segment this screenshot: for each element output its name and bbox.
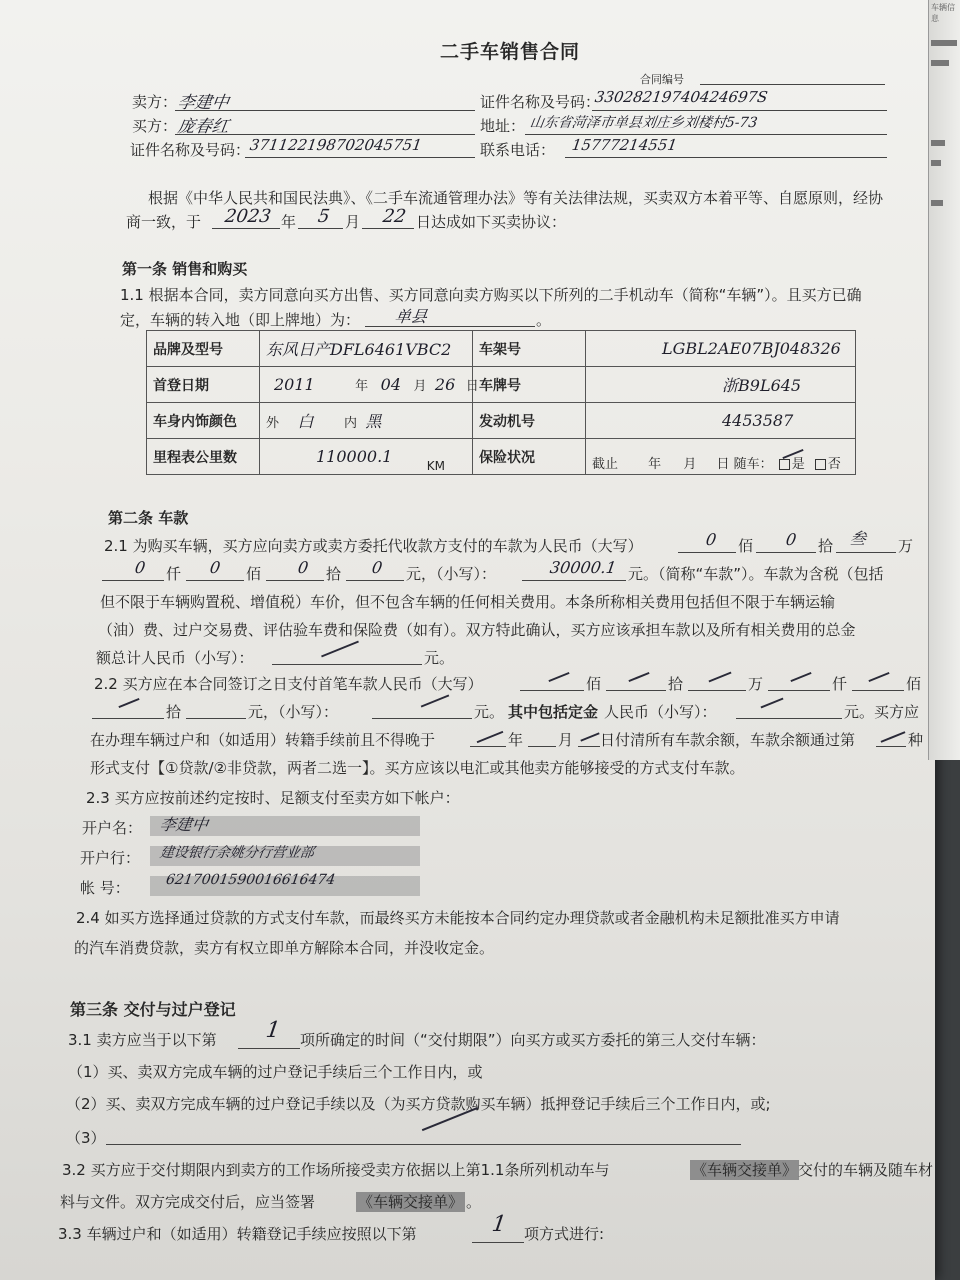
underlying-sheet-caption: 车辆信息 <box>931 3 955 23</box>
art2-line-7-a: 元，（小写）： <box>248 703 339 721</box>
article-2-heading: 第二条 车款 <box>108 509 189 527</box>
unit-bai: 佰 <box>738 537 754 555</box>
fill-line <box>106 1144 741 1145</box>
fill-line <box>522 580 626 581</box>
sheet-bar <box>931 140 945 146</box>
art3-line-5-a: 3.2 买方应于交付期限内到卖方的工作场所接受卖方依据以上第1.1条所列机动车与 <box>62 1161 610 1179</box>
contract-no-label: 合同编号 <box>640 73 684 86</box>
strike-mark <box>708 672 731 683</box>
color-label: 车身内饰颜色 <box>147 403 260 439</box>
insurance-until: 截止 <box>592 457 619 472</box>
unit-shi-2: 拾 <box>326 565 342 583</box>
fill-line <box>578 746 600 747</box>
art3-line-6-b: 。 <box>466 1193 482 1211</box>
page-title: 二手车销售合同 <box>440 41 581 63</box>
unit-bai-2: 佰 <box>246 565 262 583</box>
amount-wan-value: 叁 <box>848 529 868 548</box>
art3-line-6-a: 料与文件。双方完成交付后，应当签署 <box>60 1193 316 1211</box>
amount-bai-value: 0 <box>704 530 718 549</box>
buyer-phone-line <box>565 157 887 158</box>
unit-yuan: 元，（小写）： <box>406 565 497 583</box>
amount-qian-value: 0 <box>133 558 147 577</box>
buyer-phone-label: 联系电话： <box>480 141 556 159</box>
contract-day: 22 <box>381 206 408 227</box>
strike-mark <box>118 698 139 708</box>
art3-line-4: （3） <box>66 1129 106 1147</box>
buyer-addr-line <box>525 134 887 135</box>
transfer-option-value: 1 <box>490 1212 508 1237</box>
reg-day: 26 <box>434 375 456 394</box>
account-name-label: 开户名： <box>82 819 143 837</box>
amount-small-value: 30000.1 <box>548 558 618 577</box>
art2-line-8-b: 日付清所有车款余额，车款余额通过第 <box>600 731 856 749</box>
art2-line-9: 形式支付【①贷款/②非贷款，两者二选一】。买方应该以电汇或其他卖方能够接受的方式支付车款。 <box>90 759 745 777</box>
fill-line <box>470 746 506 747</box>
odometer-cell <box>260 439 473 475</box>
reg-date-cell <box>260 367 479 403</box>
color-out-label: 外 <box>266 416 280 431</box>
fill-line <box>238 1048 300 1049</box>
art2-line-11: 2.4 如买方选择通过贷款的方式支付车款，而最终买方未能按本合同约定办理贷款或者金融机构未足额批准买方申请 <box>76 909 840 927</box>
fill-line <box>756 552 816 553</box>
color-in-value: 黑 <box>365 412 382 431</box>
brand-cell <box>260 331 473 367</box>
amount-bai2-value: 0 <box>208 558 222 577</box>
buyer-id-label: 证件名称及号码： <box>130 141 251 159</box>
buyer-id-line <box>245 157 475 158</box>
odometer-unit: KM <box>426 459 446 473</box>
insurance-label: 保险状况 <box>473 439 586 475</box>
buyer-line <box>175 134 475 135</box>
art2-line-12: 的汽车消费贷款，卖方有权立即单方解除本合同，并没收定金。 <box>74 939 495 957</box>
odometer-label: 里程表公里数 <box>147 439 260 475</box>
month-label-2: 月 <box>558 731 574 749</box>
seller-id-line <box>592 110 887 111</box>
fill-line <box>736 718 842 719</box>
transfer-place: 单县 <box>393 307 429 326</box>
plate-value: 浙B9L645 <box>722 376 802 395</box>
art2-line-10: 2.3 买方应按前述约定按时、足额支付至卖方如下帐户： <box>86 789 460 807</box>
engine-cell <box>586 403 856 439</box>
art3-line-7-b: 项方式进行: <box>524 1225 605 1243</box>
strike-mark <box>790 672 811 682</box>
amount-shi-value: 0 <box>784 530 798 549</box>
art3-line-1-a: 3.1 卖方应当于以下第 <box>68 1031 217 1049</box>
fill-line <box>346 580 404 581</box>
article-3-heading: 第三条 交付与过户登记 <box>70 1000 236 1019</box>
fill-line <box>678 552 736 553</box>
month-label: 月 <box>345 213 361 231</box>
fill-line <box>372 718 472 719</box>
fill-line <box>92 718 164 719</box>
amount-yuan-value: 0 <box>370 558 384 577</box>
plate-cell <box>586 367 856 403</box>
buyer-phone-value: 15777214551 <box>570 136 679 154</box>
deposit-label: 其中包括定金 <box>508 703 599 721</box>
buyer-value: 庞春红 <box>176 117 231 137</box>
buyer-addr-label: 地址： <box>480 117 526 135</box>
buyer-label: 买方： <box>132 117 178 135</box>
handover-doc-1: 《车辆交接单》 <box>692 1161 798 1179</box>
reg-month-label: 月 <box>413 379 427 394</box>
art3-line-5-b: 交付的车辆及随车材 <box>798 1161 934 1179</box>
fill-line <box>688 690 746 691</box>
sheet-bar <box>931 60 949 66</box>
insurance-no-option[interactable] <box>813 457 841 472</box>
art2-line-6: 2.2 买方应在本合同签订之日支付首笔车款人民币（大写） <box>94 675 483 693</box>
fill-line <box>836 552 896 553</box>
vin-label: 车架号 <box>473 331 586 367</box>
art2-line-8-a: 在办理车辆过户和（如适用）转籍手续前且不得晚于 <box>90 731 436 749</box>
art2-line-5: 额总计人民币（小写）： <box>96 649 254 667</box>
unit-bai-4: 佰 <box>906 675 922 693</box>
unit-qian: 仟 <box>166 565 182 583</box>
seller-id-value: 33028219740424697S <box>593 88 769 106</box>
reg-month: 04 <box>380 375 401 394</box>
day-line <box>362 228 414 229</box>
seller-value: 李建中 <box>176 93 231 113</box>
fill-line <box>606 690 666 691</box>
art3-line-2: （1）买、卖双方完成车辆的过户登记手续后三个工作日内，或 <box>68 1063 483 1081</box>
unit-bai-3: 佰 <box>586 675 602 693</box>
fill-line <box>472 1242 524 1243</box>
fill-line <box>768 690 830 691</box>
vehicle-info-table <box>146 330 856 475</box>
plate-label: 车牌号 <box>473 367 586 403</box>
strike-mark <box>580 732 599 741</box>
checkbox-icon <box>779 459 790 470</box>
insurance-no-label: 否 <box>827 457 841 472</box>
brand-value: 东风日产DFL6461VBC2 <box>266 340 452 359</box>
seller-id-label: 证件名称及号码： <box>480 93 601 111</box>
reg-day-label: 日 <box>465 379 479 394</box>
intro-line-2b: 日达成如下买卖协议： <box>416 213 567 231</box>
contract-no-line <box>700 84 885 85</box>
strike-mark <box>548 672 569 682</box>
reg-year-label: 年 <box>355 379 369 394</box>
account-no-value: 6217001590016616474 <box>164 872 337 888</box>
sheet-bar <box>931 200 943 206</box>
art2-line-4: （油）费、过户交易费、评估验车费和保险费（如有）。双方特此确认，买方应该承担车款以及所有相关费用的总金 <box>98 621 856 639</box>
reg-year: 2011 <box>274 375 315 394</box>
table-row <box>147 367 856 403</box>
year-line <box>212 228 280 229</box>
strike-mark <box>421 694 450 707</box>
strike-mark <box>868 672 889 682</box>
insurance-yes-label: 是 <box>791 457 805 472</box>
vin-cell <box>586 331 856 367</box>
fill-line <box>272 664 422 665</box>
handover-doc-2: 《车辆交接单》 <box>358 1193 464 1211</box>
table-row <box>147 439 856 475</box>
strike-mark <box>628 672 649 682</box>
art2-line-7-b: 元。 <box>474 703 505 721</box>
account-bank-value: 建设银行余姚分行营业部 <box>158 845 315 861</box>
table-row <box>147 403 856 439</box>
place-period: 。 <box>536 311 552 329</box>
unit-shi: 拾 <box>818 537 834 555</box>
seller-label: 卖方： <box>132 93 178 111</box>
strike-mark <box>321 641 359 658</box>
underlying-sheet <box>928 0 960 760</box>
place-line <box>365 326 535 327</box>
contract-year: 2023 <box>223 206 273 227</box>
fill-line <box>186 718 246 719</box>
art2-line-3: 但不限于车辆购置税、增值税）车价，但不包含车辆的任何相关费用。本条所称相关费用包括但不限于车辆运输 <box>100 593 836 611</box>
art2-line-5-tail: 元。 <box>424 649 455 667</box>
unit-wan: 万 <box>898 537 914 555</box>
odometer-value: 110000.1 <box>316 447 393 466</box>
amount-shi2-value: 0 <box>296 558 310 577</box>
checkbox-icon <box>815 459 826 470</box>
art2-line-8-c: 种 <box>908 731 924 749</box>
art3-line-7-a: 3.3 车辆过户和（如适用）转籍登记手续应按照以下第 <box>58 1225 417 1243</box>
sheet-bar <box>931 160 941 166</box>
brand-label: 品牌及型号 <box>147 331 260 367</box>
strike-mark <box>881 731 906 743</box>
insurance-cell <box>586 439 856 475</box>
account-name-value: 李建中 <box>158 815 210 834</box>
art2-line-7-d: 元。买方应 <box>844 703 920 721</box>
table-row <box>147 331 856 367</box>
article-1-p1: 1.1 根据本合同，卖方同意向买方出售、买方同意向卖方购买以下所列的二手机动车（简称“车辆”）。且买方已确 <box>120 286 862 304</box>
intro-line-1: 根据《中华人民共和国民法典》、《二手车流通管理办法》等有关法律法规，买卖双方本着平等、自愿原则，经协 <box>148 189 884 207</box>
fill-line <box>266 580 324 581</box>
contract-month: 5 <box>316 206 331 227</box>
color-out-value: 白 <box>297 412 314 431</box>
unit-qian-3: 仟 <box>832 675 848 693</box>
intro-line-2a: 商一致，于 <box>126 213 202 231</box>
fill-line <box>852 690 904 691</box>
buyer-id-value: 371122198702045751 <box>248 136 424 154</box>
art2-line-1: 2.1 为购买车辆，买方应向卖方或卖方委托代收款方支付的车款为人民币（大写） <box>104 537 643 555</box>
unit-shi-3: 拾 <box>668 675 684 693</box>
fill-line <box>520 690 584 691</box>
insurance-yes-option[interactable] <box>777 457 805 472</box>
vin-value: LGBL2AE07BJ048326 <box>662 339 841 358</box>
insurance-day: 日 随车： <box>716 457 773 472</box>
article-1-p2: 定，车辆的转入地（即上牌地）为： <box>120 311 361 329</box>
fill-line <box>876 746 906 747</box>
reg-date-label: 首登日期 <box>147 367 260 403</box>
art3-line-3: （2）买、卖双方完成车辆的过户登记手续以及（为买方贷款购买车辆）抵押登记手续后三个工作日内，或; <box>66 1095 771 1113</box>
art2-line-2-tail: 元。（简称“车款”）。车款为含税（包括 <box>628 565 884 583</box>
year-label: 年 <box>281 213 297 231</box>
account-no-label: 帐 号： <box>80 879 130 897</box>
color-in-label: 内 <box>343 416 357 431</box>
fill-line <box>528 746 556 747</box>
art2-line-7-c: 人民币（小写）： <box>604 703 717 721</box>
strike-mark <box>760 698 783 709</box>
seller-line <box>175 110 475 111</box>
color-cell <box>260 403 473 439</box>
buyer-addr-value: 山东省菏泽市单县刘庄乡刘楼村5-73 <box>528 115 759 131</box>
article-1-heading: 第一条 销售和购买 <box>122 260 248 278</box>
delivery-option-value: 1 <box>264 1018 282 1043</box>
insurance-month: 月 <box>683 457 697 472</box>
unit-wan-3: 万 <box>748 675 764 693</box>
fill-line <box>186 580 244 581</box>
year-label-2: 年 <box>508 731 524 749</box>
sheet-bar <box>931 40 957 46</box>
art3-line-1-b: 项所确定的时间（“交付期限”）向买方或买方委托的第三人交付车辆： <box>300 1031 766 1049</box>
insurance-year: 年 <box>648 457 662 472</box>
account-bank-label: 开户行： <box>80 849 141 867</box>
unit-shi-4: 拾 <box>166 703 182 721</box>
month-line <box>298 228 343 229</box>
fill-line <box>102 580 164 581</box>
engine-value: 4453587 <box>722 411 794 430</box>
strike-mark <box>477 731 504 743</box>
engine-label: 发动机号 <box>473 403 586 439</box>
